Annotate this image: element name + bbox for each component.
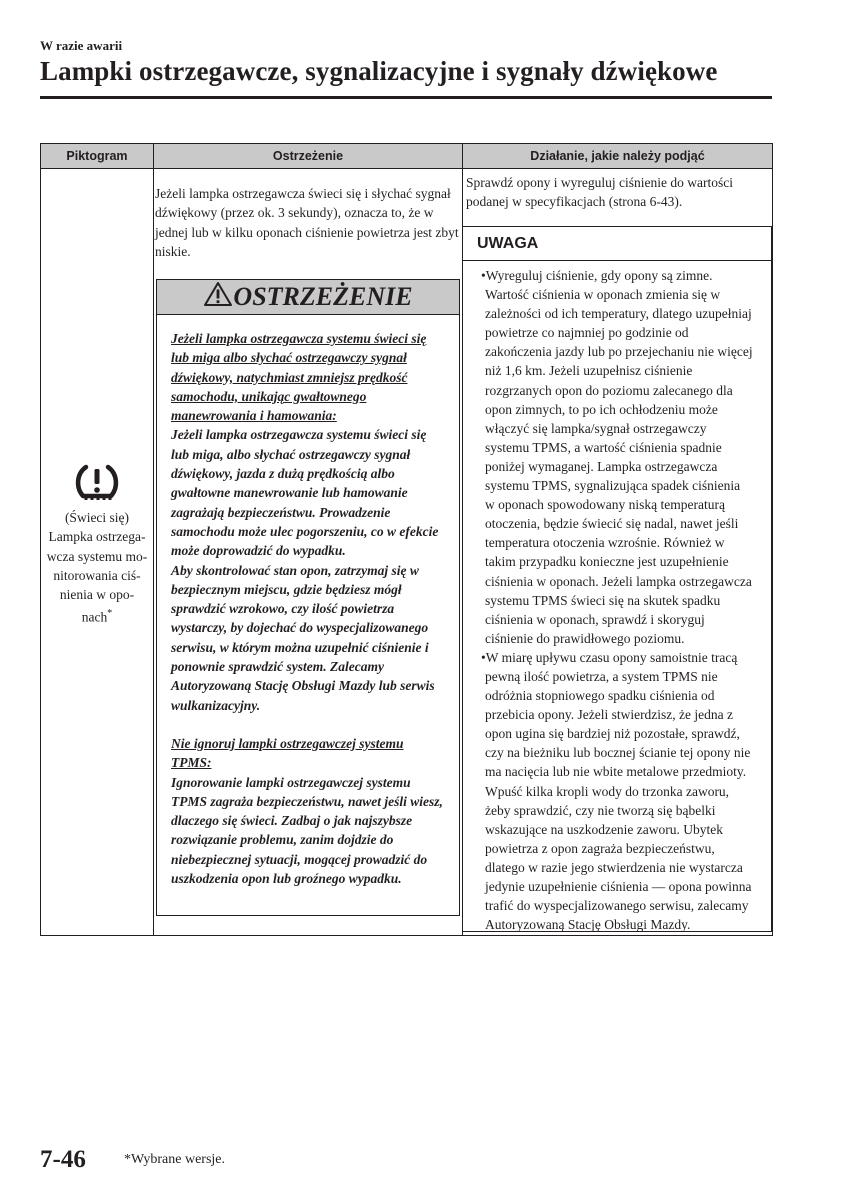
tpms-warning-icon (73, 462, 121, 502)
note-box-title: UWAGA (463, 227, 771, 261)
note-item: •Wyreguluj ciśnienie, gdy opony są zimne. Wartość ciśnienia w oponach zmienia się w zależności od ich temperatury, dlatego uzupełniaj powietrze co najmniej po godzinie od zakończenia jazdy lub po przejechaniu nie więcej niż 1,6 km. Jeżeli uzupełnisz ciśnienie rozgrzanych opon do poziomu zalecanego dla opon zimnych, to po ich ochłodzeniu może włączyć się lampka/sygnał ostrzegawczy systemu TPMS, a wartość ciśnienia spadnie poniżej wymaganej. Lampka ostrzegawcza systemu TPMS, sygnalizująca spadek ciśnienia w oponach spowodowany niską temperaturą otoczenia, będzie świecić się nadal, nawet jeśli temperatura otoczenia wzrośnie. Również w takim przypadku konieczne jest uzupełnienie ciśnienia w oponach. Jeżeli lampka ostrzegawcza systemu TPMS świeci się na skutek spadku ciśnienia w oponach, sprawdź i skoryguj ciśnienie do prawidłowego poziomu. (481, 268, 753, 646)
warning-text: Jeżeli lampka ostrzegawcza systemu świeci się lub miga, albo słychać ostrzegawczy sygnał dźwiękowy, jazda z dużą prędkością albo gwałtowne manewrowanie lub hamowanie zagrażają bezpieczeństwu. Prowadzenie samochodu może ulec pogorszeniu, co w efekcie może doprowadzić do wypadku. (171, 427, 439, 559)
warning-lights-table (40, 143, 773, 936)
footnote: *Wybrane wersje. (124, 1152, 226, 1167)
warning-box-body (157, 315, 459, 888)
footnote-mark: * (107, 608, 113, 620)
warning-triangle-icon (203, 281, 233, 307)
warning-heading: Jeżeli lampka ostrzegawcza systemu świeci się lub miga albo słychać ostrzegawczy sygnał dźwiękowy, natychmiast zmniejsz prędkość samochodu, unikając gwałtownego manewrowania i hamowania: (171, 331, 427, 424)
pictogram-caption-line: nienia w opo- (59, 587, 135, 603)
note-box-body (463, 261, 771, 934)
column-header-pictogram: Piktogram (41, 144, 153, 169)
pictogram-caption-line: Lampka ostrzega- (48, 529, 146, 545)
warning-paragraph (171, 734, 447, 888)
warning-heading: Nie ignoruj lampki ostrzegawczej systemu TPMS: (171, 735, 404, 771)
warning-box-title: OSTRZEŻENIE (233, 282, 413, 311)
action-intro-text: Sprawdź opony i wyreguluj ciśnienie do wartości podanej w specyfikacjach (strona 6-43). (466, 175, 733, 210)
pictogram-caption-line: wcza systemu mo- (46, 548, 148, 564)
page-number: 7-46 (40, 1146, 86, 1173)
pictogram-caption-line: (Świeci się) (64, 510, 130, 525)
column-header-warning: Ostrzeżenie (153, 144, 462, 169)
warning-intro-text: Jeżeli lampka ostrzegawcza świeci się i słychać sygnał dźwiękowy (przez ok. 3 sekundy), oznacza to, że w jednej lub w kilku oponach ciśnienie powietrza jest zbyt niskie. (155, 186, 459, 259)
section-label: W razie awarii (40, 38, 123, 53)
warning-paragraph (171, 329, 447, 715)
title-divider (40, 96, 772, 99)
note-item: •W miarę upływu czasu opony samoistnie tracą pewną ilość powietrza, a system TPMS nie odróżnia stopniowego spadku ciśnienia od przebicia opony. Jeżeli stwierdzisz, że jedna z opon ugina się bardziej niż pozostałe, sprawdź, czy na bieżniku lub bocznej ścianie tej opony nie ma nacięcia lub nie wbite metalowe przedmioty. Wpuść kilka kropli wody do trzonka zaworu, żeby sprawdzić, czy nie tworzą się bąbelki wskazujące na uszkodzenie zaworu. Ubytek powietrza z opon zagraża bezpieczeństwu, dlatego w razie jego stwierdzenia nie wystarcza jedynie uzupełnienie ciśnienia — opona powinna trafić do wyspecjalizowanego serwisu, zalecamy Autoryzowaną Stację Obsługi Mazdy. (481, 649, 752, 933)
pictogram-caption-text: nach (81, 609, 108, 625)
warning-box-header (157, 280, 459, 315)
column-divider (153, 144, 154, 935)
pictogram-caption-line: nitorowania ciś- (53, 567, 141, 583)
pictogram-caption-line (41, 604, 153, 627)
column-header-action: Działanie, jakie należy podjąć (462, 144, 772, 169)
note-box (462, 226, 772, 932)
warning-text: Ignorowanie lampki ostrzegawczej systemu TPMS zagraża bezpieczeństwu, nawet jeśli wiesz, dlaczego się świeci. Zadbaj o jak najszybsze rozwiązanie problemu, zanim dojdzie do niebezpiecznej sytuacji, mogącej prowadzić do uszkodzenia opon lub groźnego wypadku. (171, 774, 443, 887)
warning-text: Aby skontrolować stan opon, zatrzymaj się w bezpiecznym miejscu, gdzie będziesz mógł sprawdzić wzrokowo, czy ilość powietrza wystarczy, by dojechać do wyspecjalizowanego serwisu, w którym można uzupełnić ciśnienie i ponownie sprawdzić system. Zalecamy Autoryzowaną Stację Obsługi Mazdy lub serwis wulkanizacyjny. (171, 562, 435, 713)
warning-box (156, 279, 460, 916)
page-title: Lampki ostrzegawcze, sygnalizacyjne i sygnały dźwiękowe (40, 56, 718, 86)
pictogram-cell (41, 462, 153, 627)
